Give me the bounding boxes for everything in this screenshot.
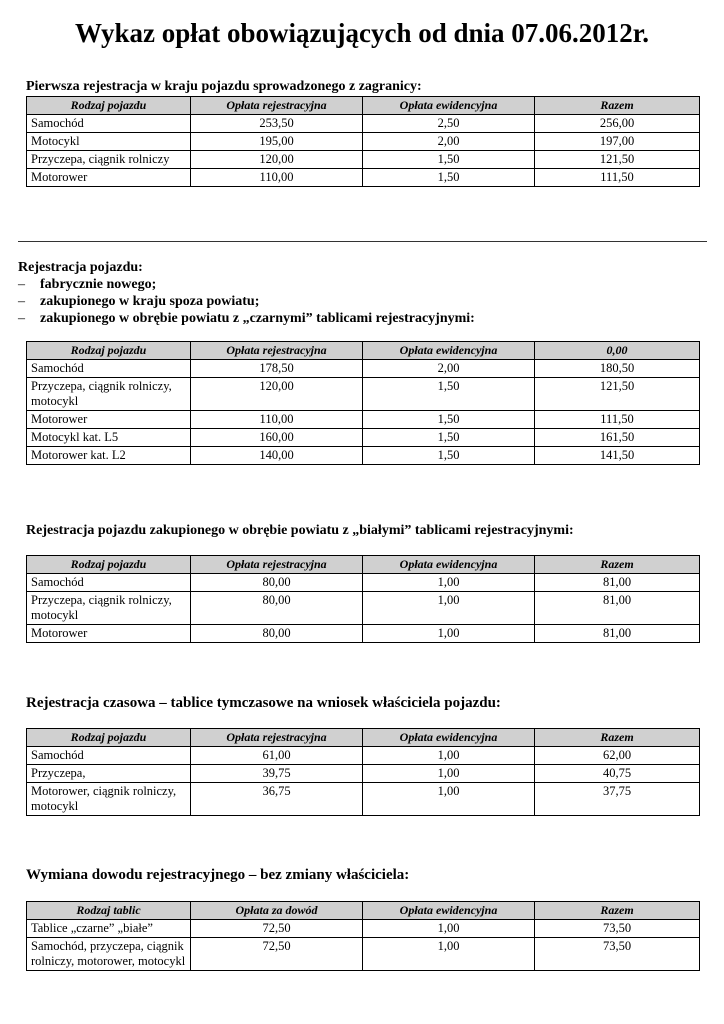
column-header: Opłata rejestracyjna bbox=[191, 729, 363, 747]
vehicle-type-cell: Samochód bbox=[27, 574, 191, 592]
fee-cell: 1,00 bbox=[363, 625, 535, 643]
fee-cell: 81,00 bbox=[535, 625, 700, 643]
column-header: Opłata rejestracyjna bbox=[191, 97, 363, 115]
section-5-heading: Wymiana dowodu rejestracyjnego – bez zmiany właściciela: bbox=[26, 867, 410, 883]
vehicle-type-cell: Przyczepa, ciągnik rolniczy bbox=[27, 151, 191, 169]
fee-cell: 40,75 bbox=[535, 765, 700, 783]
fee-cell: 80,00 bbox=[191, 625, 363, 643]
fee-cell: 141,50 bbox=[535, 447, 700, 465]
column-header: Rodzaj pojazdu bbox=[27, 556, 191, 574]
vehicle-type-cell: Samochód bbox=[27, 115, 191, 133]
fee-cell: 111,50 bbox=[535, 169, 700, 187]
table-row bbox=[27, 747, 700, 765]
fee-cell: 120,00 bbox=[191, 151, 363, 169]
table-row bbox=[27, 765, 700, 783]
fee-cell: 2,00 bbox=[363, 360, 535, 378]
column-header: Opłata ewidencyjna bbox=[363, 556, 535, 574]
table-row bbox=[27, 360, 700, 378]
fees-table-document-exchange bbox=[26, 901, 700, 971]
fee-cell: 72,50 bbox=[191, 938, 363, 971]
column-header: Opłata rejestracyjna bbox=[191, 342, 363, 360]
fee-cell: 110,00 bbox=[191, 411, 363, 429]
fee-cell: 81,00 bbox=[535, 574, 700, 592]
vehicle-type-cell: Motorower bbox=[27, 625, 191, 643]
table-header-row bbox=[27, 902, 700, 920]
vehicle-type-cell: Motorower bbox=[27, 411, 191, 429]
fee-cell: 80,00 bbox=[191, 592, 363, 625]
column-header: Razem bbox=[535, 97, 700, 115]
fee-cell: 197,00 bbox=[535, 133, 700, 151]
table-row bbox=[27, 783, 700, 816]
fee-cell: 111,50 bbox=[535, 411, 700, 429]
table-header-row bbox=[27, 729, 700, 747]
page-title: Wykaz opłat obowiązujących od dnia 07.06.2012r. bbox=[74, 18, 650, 48]
fee-cell: 81,00 bbox=[535, 592, 700, 625]
bullet-item: – fabrycznie nowego; bbox=[18, 277, 157, 292]
fee-cell: 253,50 bbox=[191, 115, 363, 133]
table-row bbox=[27, 938, 700, 971]
fee-cell: 39,75 bbox=[191, 765, 363, 783]
vehicle-type-cell: Motocykl kat. L5 bbox=[27, 429, 191, 447]
section-3-heading: Rejestracja pojazdu zakupionego w obrębie powiatu z „białymi” tablicami rejestracyjnymi: bbox=[26, 523, 574, 538]
vehicle-type-cell: Samochód, przyczepa, ciągnik rolniczy, motorower, motocykl bbox=[27, 938, 191, 971]
dash-marker: – bbox=[18, 311, 25, 326]
fees-table-temporary bbox=[26, 728, 700, 816]
fee-cell: 161,50 bbox=[535, 429, 700, 447]
table-row bbox=[27, 625, 700, 643]
column-header: Opłata ewidencyjna bbox=[363, 902, 535, 920]
divider bbox=[18, 241, 707, 242]
fee-cell: 1,00 bbox=[363, 938, 535, 971]
vehicle-type-cell: Samochód bbox=[27, 360, 191, 378]
table-row bbox=[27, 151, 700, 169]
fee-cell: 160,00 bbox=[191, 429, 363, 447]
table-row bbox=[27, 378, 700, 411]
fee-cell: 73,50 bbox=[535, 938, 700, 971]
fee-cell: 72,50 bbox=[191, 920, 363, 938]
vehicle-type-cell: Motorower bbox=[27, 169, 191, 187]
table-row bbox=[27, 115, 700, 133]
vehicle-type-cell: Motorower kat. L2 bbox=[27, 447, 191, 465]
column-header: Razem bbox=[535, 556, 700, 574]
fee-cell: 73,50 bbox=[535, 920, 700, 938]
fee-cell: 1,00 bbox=[363, 574, 535, 592]
column-header: Rodzaj tablic bbox=[27, 902, 191, 920]
fee-cell: 1,50 bbox=[363, 411, 535, 429]
fee-cell: 140,00 bbox=[191, 447, 363, 465]
table-row bbox=[27, 133, 700, 151]
fee-cell: 256,00 bbox=[535, 115, 700, 133]
table-row bbox=[27, 447, 700, 465]
fee-cell: 1,50 bbox=[363, 169, 535, 187]
fee-cell: 1,00 bbox=[363, 783, 535, 816]
fee-cell: 36,75 bbox=[191, 783, 363, 816]
column-header: Razem bbox=[535, 729, 700, 747]
table-header-row bbox=[27, 556, 700, 574]
fees-table-import bbox=[26, 96, 700, 187]
table-header-row bbox=[27, 342, 700, 360]
vehicle-type-cell: Motocykl bbox=[27, 133, 191, 151]
column-header: Rodzaj pojazdu bbox=[27, 342, 191, 360]
fee-cell: 2,50 bbox=[363, 115, 535, 133]
table-row bbox=[27, 169, 700, 187]
fee-cell: 1,50 bbox=[363, 151, 535, 169]
table-row bbox=[27, 411, 700, 429]
fee-cell: 1,00 bbox=[363, 747, 535, 765]
fee-cell: 1,00 bbox=[363, 920, 535, 938]
fee-cell: 2,00 bbox=[363, 133, 535, 151]
column-header: 0,00 bbox=[535, 342, 700, 360]
table-row bbox=[27, 592, 700, 625]
fee-cell: 180,50 bbox=[535, 360, 700, 378]
dash-marker: – bbox=[18, 277, 25, 292]
column-header: Rodzaj pojazdu bbox=[27, 729, 191, 747]
column-header: Opłata ewidencyjna bbox=[363, 342, 535, 360]
fee-cell: 1,00 bbox=[363, 592, 535, 625]
column-header: Opłata ewidencyjna bbox=[363, 97, 535, 115]
vehicle-type-cell: Samochód bbox=[27, 747, 191, 765]
column-header: Razem bbox=[535, 902, 700, 920]
vehicle-type-cell: Tablice „czarne” „białe” bbox=[27, 920, 191, 938]
table-row bbox=[27, 920, 700, 938]
section-2-heading: Rejestracja pojazdu: bbox=[18, 260, 143, 275]
fees-table-black-plates bbox=[26, 341, 700, 465]
column-header: Opłata rejestracyjna bbox=[191, 556, 363, 574]
section-4-heading: Rejestracja czasowa – tablice tymczasowe na wniosek właściciela pojazdu: bbox=[26, 695, 501, 711]
vehicle-type-cell: Przyczepa, ciągnik rolniczy, motocykl bbox=[27, 592, 191, 625]
fee-cell: 195,00 bbox=[191, 133, 363, 151]
vehicle-type-cell: Przyczepa, ciągnik rolniczy, motocykl bbox=[27, 378, 191, 411]
vehicle-type-cell: Przyczepa, bbox=[27, 765, 191, 783]
bullet-item: – zakupionego w kraju spoza powiatu; bbox=[18, 294, 260, 309]
bullet-item: – zakupionego w obrębie powiatu z „czarnymi” tablicami rejestracyjnymi: bbox=[18, 311, 475, 326]
column-header: Opłata ewidencyjna bbox=[363, 729, 535, 747]
fee-cell: 62,00 bbox=[535, 747, 700, 765]
fee-cell: 110,00 bbox=[191, 169, 363, 187]
dash-marker: – bbox=[18, 294, 25, 309]
fee-cell: 121,50 bbox=[535, 151, 700, 169]
table-row bbox=[27, 574, 700, 592]
fee-cell: 1,50 bbox=[363, 429, 535, 447]
fee-cell: 80,00 bbox=[191, 574, 363, 592]
table-row bbox=[27, 429, 700, 447]
table-header-row bbox=[27, 97, 700, 115]
fees-table-white-plates bbox=[26, 555, 700, 643]
section-1-heading: Pierwsza rejestracja w kraju pojazdu sprowadzonego z zagranicy: bbox=[26, 79, 422, 94]
fee-cell: 1,00 bbox=[363, 765, 535, 783]
fee-cell: 61,00 bbox=[191, 747, 363, 765]
fee-cell: 178,50 bbox=[191, 360, 363, 378]
fee-cell: 121,50 bbox=[535, 378, 700, 411]
fee-cell: 37,75 bbox=[535, 783, 700, 816]
column-header: Rodzaj pojazdu bbox=[27, 97, 191, 115]
column-header: Opłata za dowód bbox=[191, 902, 363, 920]
vehicle-type-cell: Motorower, ciągnik rolniczy, motocykl bbox=[27, 783, 191, 816]
fee-cell: 1,50 bbox=[363, 378, 535, 411]
fee-cell: 1,50 bbox=[363, 447, 535, 465]
fee-cell: 120,00 bbox=[191, 378, 363, 411]
